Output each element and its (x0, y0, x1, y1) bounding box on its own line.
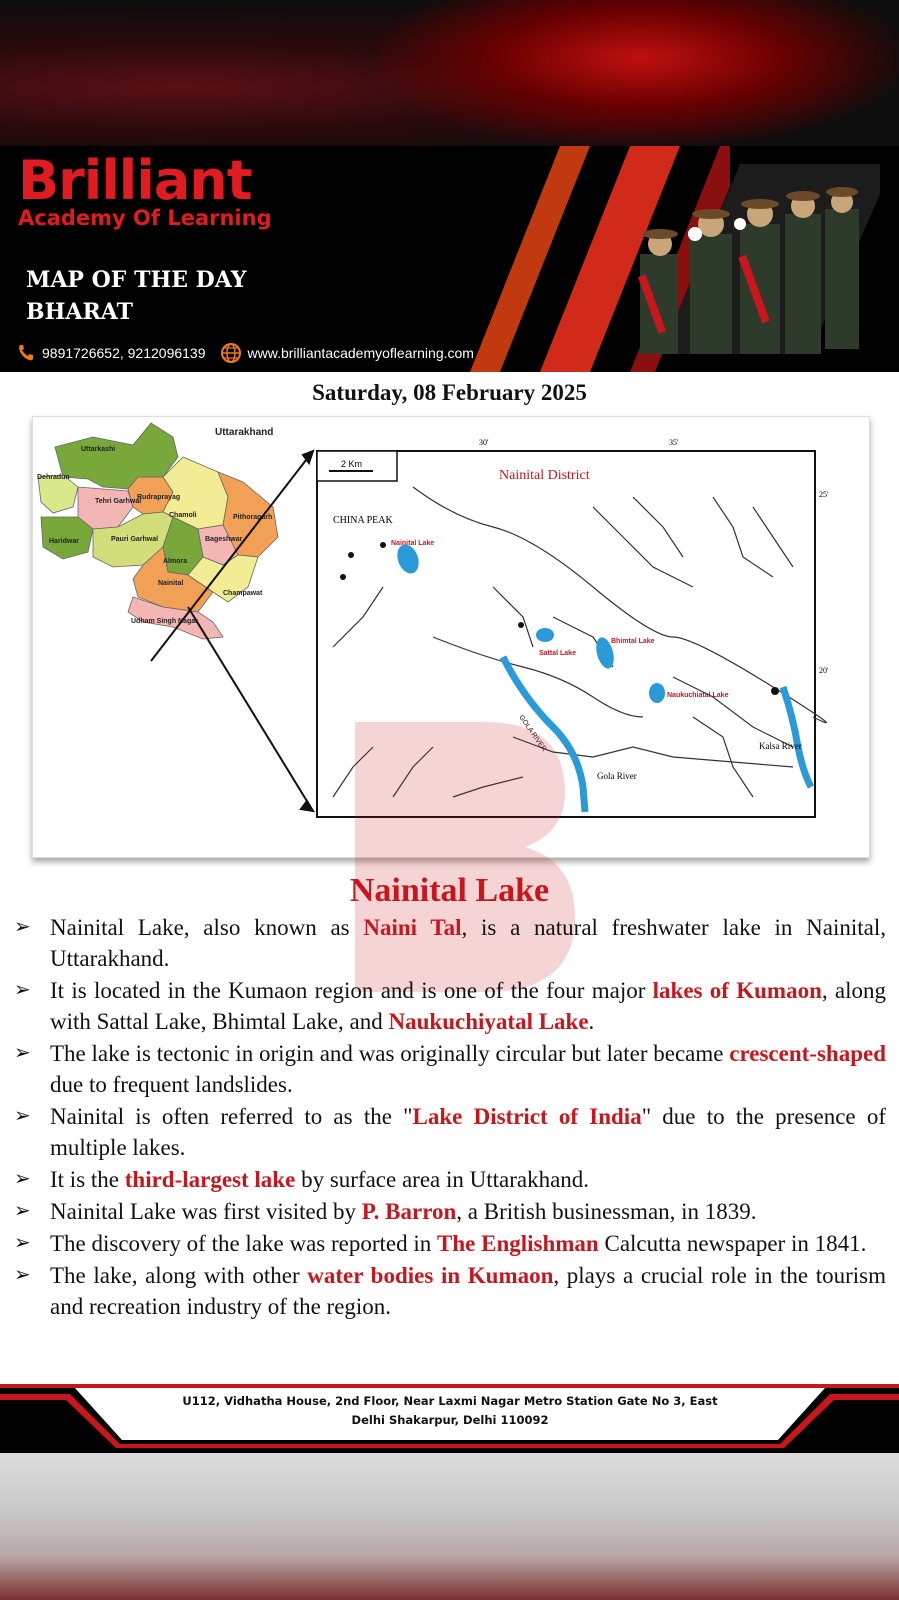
point-text: The lake, along with other (50, 1263, 308, 1288)
article-point (14, 1038, 886, 1100)
point-text: Nainital Lake was first visited by (50, 1199, 362, 1224)
district-title: Nainital District (499, 468, 590, 483)
longitude-tick-1: 30' (479, 438, 489, 447)
district-uttarkashi: Uttarkashi (81, 446, 116, 453)
article-point (14, 1164, 886, 1195)
address-line-1: U112, Vidhatha House, 2nd Floor, Near Laxmi Nagar Metro Station Gate No 3, East (182, 1394, 718, 1408)
header-banner (0, 146, 899, 372)
lake-label-naukuchiatal: Naukuchiatal Lake (667, 692, 729, 699)
logo-subtitle: Academy Of Learning (18, 206, 272, 230)
website-link[interactable]: www.brilliantacademyoflearning.com (247, 345, 474, 361)
address-line-2: Delhi Shakarpur, Delhi 110092 (351, 1413, 549, 1427)
highlight-text: third-largest lake (124, 1167, 296, 1192)
article-point (14, 1101, 886, 1163)
state-label: Uttarakhand (215, 427, 274, 438)
scale-label: 2 Km (341, 459, 363, 469)
highlight-text: Lake District of India (412, 1104, 642, 1129)
soldiers-photo (600, 164, 880, 354)
district-champawat: Champawat (223, 590, 263, 597)
bullet-arrow-icon: ➢ (14, 1232, 31, 1254)
point-text: due to frequent landslides. (50, 1072, 293, 1097)
point-text: " due to the presence of multiple lakes. (50, 1104, 886, 1160)
point-text: , is a natural freshwater lake in Nainital, Uttarakhand. (50, 915, 887, 971)
footer-address (150, 1392, 750, 1430)
bullet-arrow-icon: ➢ (14, 1042, 31, 1064)
district-dehradun: Dehradun (37, 474, 70, 481)
post-date: Saturday, 08 February 2025 (312, 380, 587, 405)
point-text: It is located in the Kumaon region and is one of the four major (50, 978, 653, 1003)
contact-bar (16, 342, 474, 364)
bottom-blurred-background (0, 1453, 899, 1600)
article-point (14, 1196, 886, 1227)
series-title-main: MAP OF THE DAY (26, 267, 247, 293)
highlight-text: P. Barron (361, 1199, 457, 1224)
district-rudraprayag: Rudraprayag (137, 494, 181, 501)
district-bageshwar: Bageshwar (205, 536, 243, 543)
latitude-tick-2: 20' (819, 666, 829, 675)
logo (18, 149, 272, 230)
article-point (14, 1260, 886, 1322)
bullet-arrow-icon: ➢ (14, 979, 31, 1001)
point-text: The discovery of the lake was reported in (50, 1231, 438, 1256)
logo-name: Brilliant (18, 149, 252, 212)
district-almora: Almora (163, 558, 188, 565)
point-text: . (588, 1009, 595, 1034)
article-points (14, 912, 886, 1323)
district-tehri: Tehri Garhwal (95, 498, 142, 505)
district-haridwar: Haridwar (49, 538, 79, 545)
footer (0, 1384, 899, 1454)
series-title-sub: BHARAT (26, 299, 133, 325)
point-text: by surface area in Uttarakhand. (295, 1167, 590, 1192)
point-text: Nainital is often referred to as the " (50, 1104, 413, 1129)
gola-river-label: Gola River (597, 771, 637, 781)
point-text: Calcutta newspaper in 1841. (598, 1231, 867, 1256)
article-title: Nainital Lake (349, 872, 550, 909)
point-text: , along with Sattal Lake, Bhimtal Lake, and (50, 978, 887, 1034)
point-text: , plays a crucial role in the tourism and recreation industry of the region. (50, 1263, 886, 1319)
bullet-arrow-icon: ➢ (14, 1200, 31, 1222)
article-point (14, 975, 886, 1037)
district-pithoragarh: Pithoragarh (233, 514, 273, 521)
article-point (14, 1228, 886, 1259)
article-point (14, 912, 886, 974)
highlight-text: lakes of Kumaon (652, 978, 822, 1003)
point-text: Nainital Lake, also known as (50, 915, 364, 940)
longitude-tick-2: 35' (669, 438, 679, 447)
highlight-text: crescent-shaped (729, 1041, 886, 1066)
phone-numbers[interactable]: 9891726652, 9212096139 (42, 345, 206, 361)
content-area (0, 372, 899, 1384)
bullet-arrow-icon: ➢ (14, 1264, 31, 1286)
kalsa-river-label: Kalsa River (759, 741, 802, 751)
bullet-arrow-icon: ➢ (14, 1168, 31, 1190)
bullet-arrow-icon: ➢ (14, 916, 31, 938)
district-chamoli: Chamoli (169, 512, 197, 519)
lake-label-sattal: Sattal Lake (539, 650, 576, 657)
point-text: , a British businessman, in 1839. (456, 1199, 757, 1224)
uttarakhand-map (38, 423, 278, 639)
point-text: It is the (50, 1167, 125, 1192)
phone-icon (16, 343, 36, 363)
series-title (26, 264, 246, 328)
china-peak-label: CHINA PEAK (333, 515, 393, 526)
district-pauri: Pauri Garhwal (111, 536, 159, 543)
highlight-text: water bodies in Kumaon (307, 1263, 554, 1288)
highlight-text: Naukuchiyatal Lake (388, 1009, 589, 1034)
district-udham-singh-nagar: Udham Singh Nagar (131, 618, 198, 625)
lake-label-nainital: Nainital Lake (391, 540, 435, 547)
bullet-arrow-icon: ➢ (14, 1105, 31, 1127)
globe-icon (220, 342, 242, 364)
lake-label-bhimtal: Bhimtal Lake (611, 638, 655, 645)
top-blurred-background (0, 0, 899, 146)
district-nainital: Nainital (158, 580, 184, 587)
highlight-text: Naini Tal (363, 915, 462, 940)
point-text: The lake is tectonic in origin and was originally circular but later became (50, 1041, 730, 1066)
highlight-text: The Englishman (437, 1231, 599, 1256)
latitude-tick-1: 25' (819, 490, 829, 499)
